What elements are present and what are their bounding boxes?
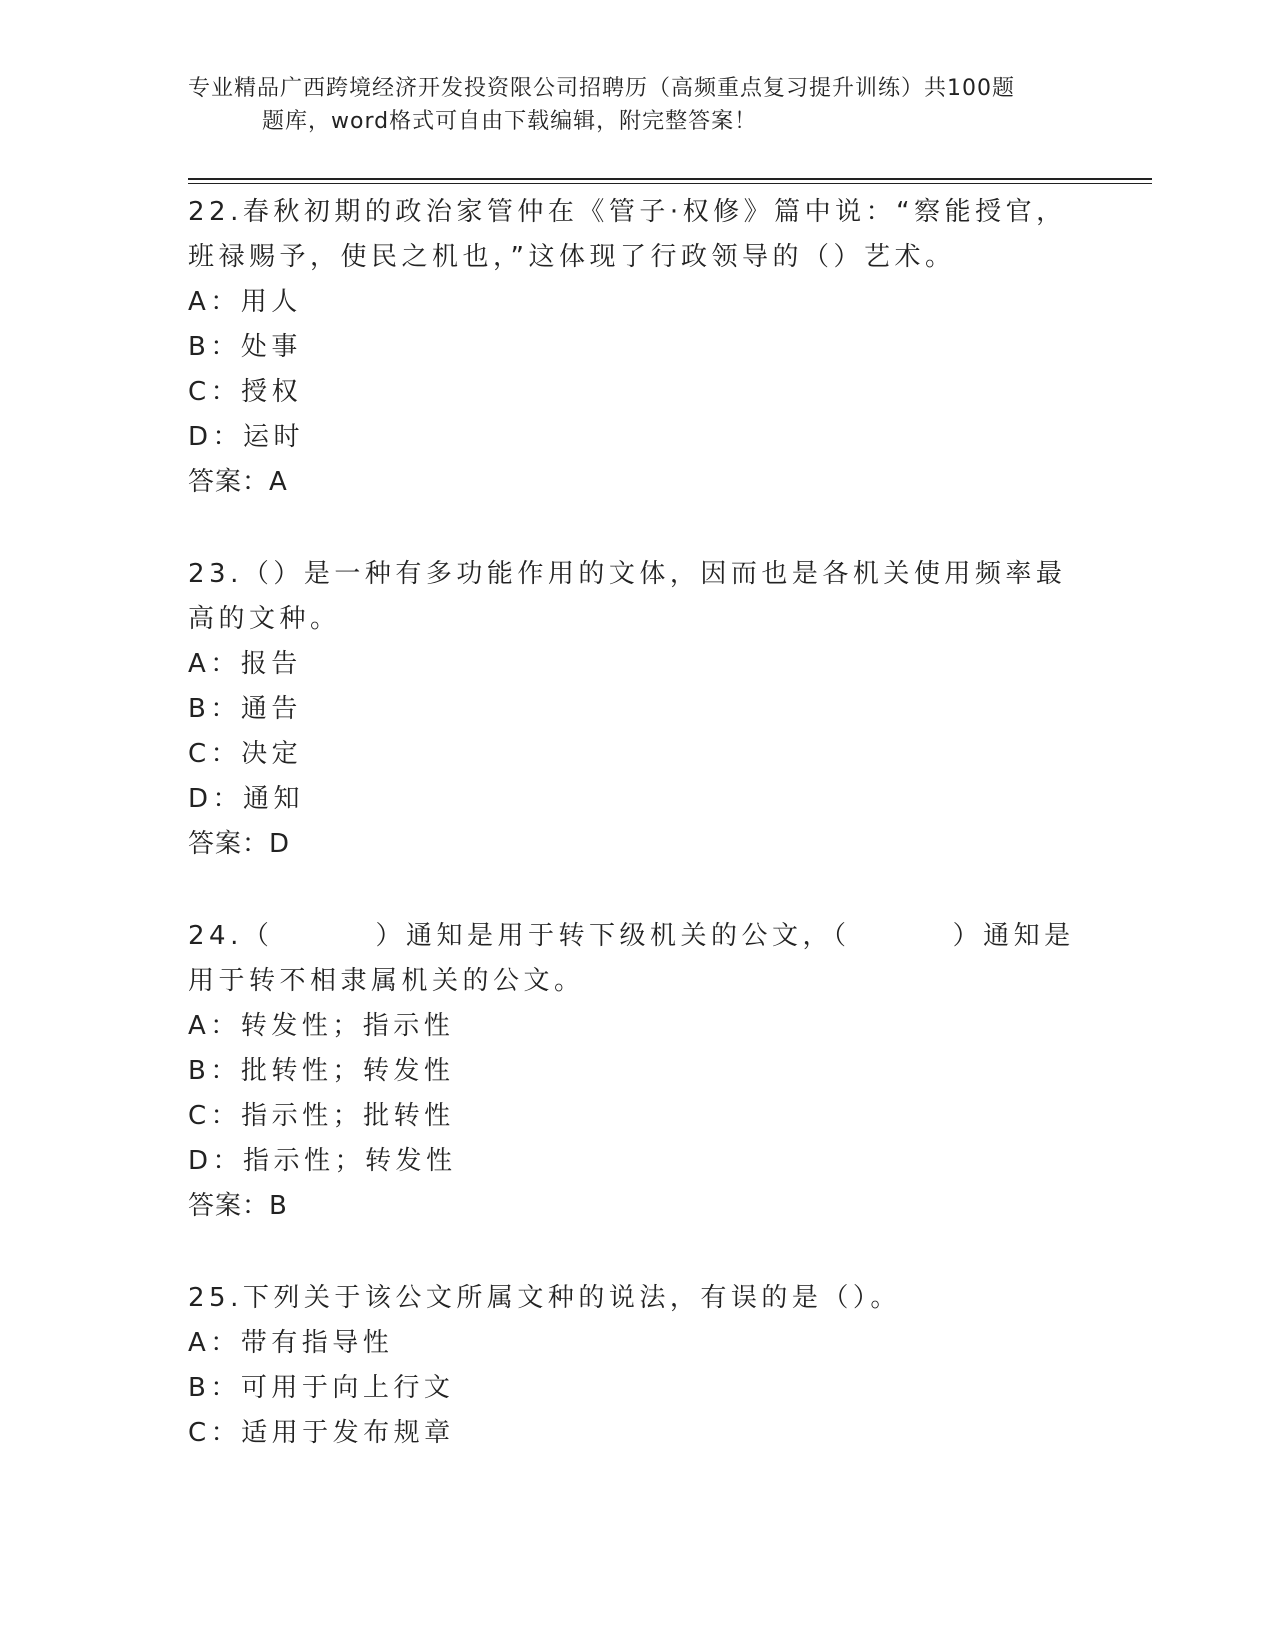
answer-label: 答案：A [188,467,288,497]
option-d: D：指示性；转发性 [188,1146,457,1176]
option-a: A：报告 [188,649,302,679]
option-d: D：运时 [188,422,305,452]
question-stem: 25.下列关于该公文所属文种的说法，有误的是（）。 [188,1283,901,1313]
option-b: B：通告 [188,694,302,724]
option-c: C：适用于发布规章 [188,1418,455,1448]
question-stem: 22.春秋初期的政治家管仲在《管子·权修》篇中说：“察能授官，班禄赐予，使民之机也，”这体现了行政领导的（）艺术。 [188,197,1067,272]
option-a: A：转发性；指示性 [188,1011,455,1041]
question-23 [188,550,1088,867]
option-b: B：可用于向上行文 [188,1373,455,1403]
answer-label: 答案：B [188,1191,288,1221]
option-c: C：指示性；批转性 [188,1101,455,1131]
option-b: B：批转性；转发性 [188,1056,455,1086]
question-25 [188,1274,1088,1456]
question-list [188,188,1088,1501]
question-stem: 24.（ ）通知是用于转下级机关的公文，（ ）通知是用于转不相隶属机关的公文。 [188,921,1075,996]
answer-label: 答案：D [188,829,291,859]
option-c: C：授权 [188,377,303,407]
option-list [188,642,1088,822]
option-list [188,1004,1088,1184]
option-list [188,280,1088,460]
question-22 [188,188,1088,505]
document-header [188,72,1088,138]
header-divider-thin [188,183,1152,184]
question-stem: 23.（）是一种有多功能作用的文体，因而也是各机关使用频率最高的文种。 [188,559,1067,634]
option-a: A：用人 [188,287,302,317]
option-d: D：通知 [188,784,305,814]
option-b: B：处事 [188,332,302,362]
question-24 [188,912,1088,1229]
header-line-1: 专业精品广西跨境经济开发投资限公司招聘历（高频重点复习提升训练）共100题 [188,76,1015,101]
header-line-2: 题库，word格式可自由下载编辑，附完整答案！ [262,109,758,134]
option-c: C：决定 [188,739,303,769]
header-divider-thick [188,178,1152,180]
option-list [188,1321,1088,1456]
option-a: A：带有指导性 [188,1328,394,1358]
